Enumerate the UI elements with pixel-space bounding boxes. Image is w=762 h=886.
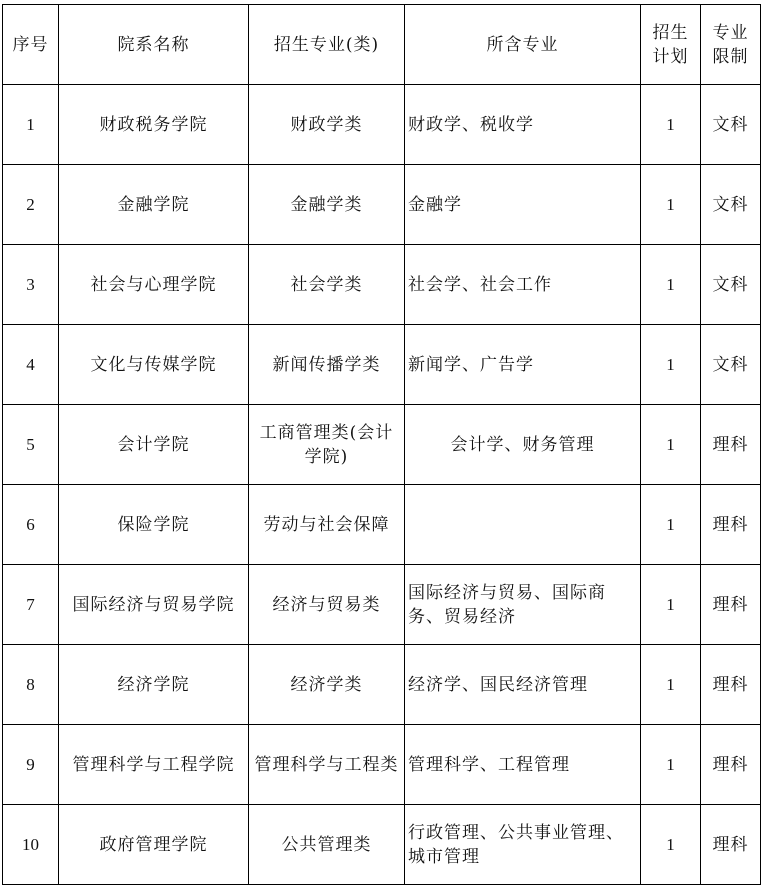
cell-included: 经济学、国民经济管理 (405, 645, 641, 725)
header-plan-line2: 计划 (652, 46, 689, 67)
table-row (3, 85, 761, 165)
table-row (3, 645, 761, 725)
header-row (3, 5, 761, 85)
cell-limit: 理科 (701, 645, 761, 725)
table-row (3, 165, 761, 245)
cell-limit: 文科 (701, 85, 761, 165)
cell-included: 财政学、税收学 (405, 85, 641, 165)
cell-major-class: 经济与贸易类 (249, 565, 405, 645)
cell-limit: 理科 (701, 565, 761, 645)
cell-limit: 理科 (701, 485, 761, 565)
header-limit-line2: 限制 (712, 46, 749, 67)
table-row (3, 725, 761, 805)
cell-plan: 1 (641, 725, 701, 805)
enrollment-table-container (2, 4, 761, 885)
cell-plan: 1 (641, 325, 701, 405)
cell-college: 保险学院 (59, 485, 249, 565)
cell-seq: 2 (3, 165, 59, 245)
table-row (3, 805, 761, 885)
table-row (3, 325, 761, 405)
cell-seq: 8 (3, 645, 59, 725)
cell-seq: 9 (3, 725, 59, 805)
cell-plan: 1 (641, 485, 701, 565)
cell-limit: 文科 (701, 245, 761, 325)
cell-plan: 1 (641, 805, 701, 885)
table-row (3, 565, 761, 645)
table-row (3, 405, 761, 485)
cell-included: 行政管理、公共事业管理、城市管理 (405, 805, 641, 885)
cell-included: 社会学、社会工作 (405, 245, 641, 325)
cell-seq: 6 (3, 485, 59, 565)
cell-college: 经济学院 (59, 645, 249, 725)
cell-college: 文化与传媒学院 (59, 325, 249, 405)
cell-major-class: 公共管理类 (249, 805, 405, 885)
cell-plan: 1 (641, 165, 701, 245)
cell-seq: 7 (3, 565, 59, 645)
cell-included: 金融学 (405, 165, 641, 245)
table-row (3, 245, 761, 325)
cell-college: 财政税务学院 (59, 85, 249, 165)
cell-major-class: 新闻传播学类 (249, 325, 405, 405)
cell-seq: 5 (3, 405, 59, 485)
cell-major-class: 财政学类 (249, 85, 405, 165)
header-included: 所含专业 (405, 5, 641, 85)
cell-limit: 文科 (701, 165, 761, 245)
cell-seq: 3 (3, 245, 59, 325)
cell-seq: 10 (3, 805, 59, 885)
header-plan (641, 5, 701, 85)
cell-college: 政府管理学院 (59, 805, 249, 885)
cell-major-class: 工商管理类(会计学院) (249, 405, 405, 485)
cell-included: 新闻学、广告学 (405, 325, 641, 405)
cell-major-class: 劳动与社会保障 (249, 485, 405, 565)
cell-college: 金融学院 (59, 165, 249, 245)
table-row (3, 485, 761, 565)
cell-plan: 1 (641, 565, 701, 645)
cell-limit: 理科 (701, 725, 761, 805)
cell-plan: 1 (641, 645, 701, 725)
cell-plan: 1 (641, 85, 701, 165)
header-limit-line1: 专业 (712, 22, 749, 43)
header-plan-line1: 招生 (652, 22, 689, 43)
cell-included (405, 485, 641, 565)
cell-major-class: 社会学类 (249, 245, 405, 325)
cell-major-class: 经济学类 (249, 645, 405, 725)
cell-seq: 1 (3, 85, 59, 165)
header-college: 院系名称 (59, 5, 249, 85)
enrollment-table (2, 4, 761, 885)
cell-college: 国际经济与贸易学院 (59, 565, 249, 645)
cell-major-class: 管理科学与工程类 (249, 725, 405, 805)
header-major-class: 招生专业(类) (249, 5, 405, 85)
header-limit (701, 5, 761, 85)
cell-college: 会计学院 (59, 405, 249, 485)
cell-limit: 理科 (701, 405, 761, 485)
header-seq: 序号 (3, 5, 59, 85)
cell-limit: 理科 (701, 805, 761, 885)
cell-college: 社会与心理学院 (59, 245, 249, 325)
cell-included: 国际经济与贸易、国际商务、贸易经济 (405, 565, 641, 645)
cell-included: 会计学、财务管理 (405, 405, 641, 485)
cell-included: 管理科学、工程管理 (405, 725, 641, 805)
cell-college: 管理科学与工程学院 (59, 725, 249, 805)
cell-limit: 文科 (701, 325, 761, 405)
cell-plan: 1 (641, 405, 701, 485)
cell-plan: 1 (641, 245, 701, 325)
cell-seq: 4 (3, 325, 59, 405)
cell-major-class: 金融学类 (249, 165, 405, 245)
